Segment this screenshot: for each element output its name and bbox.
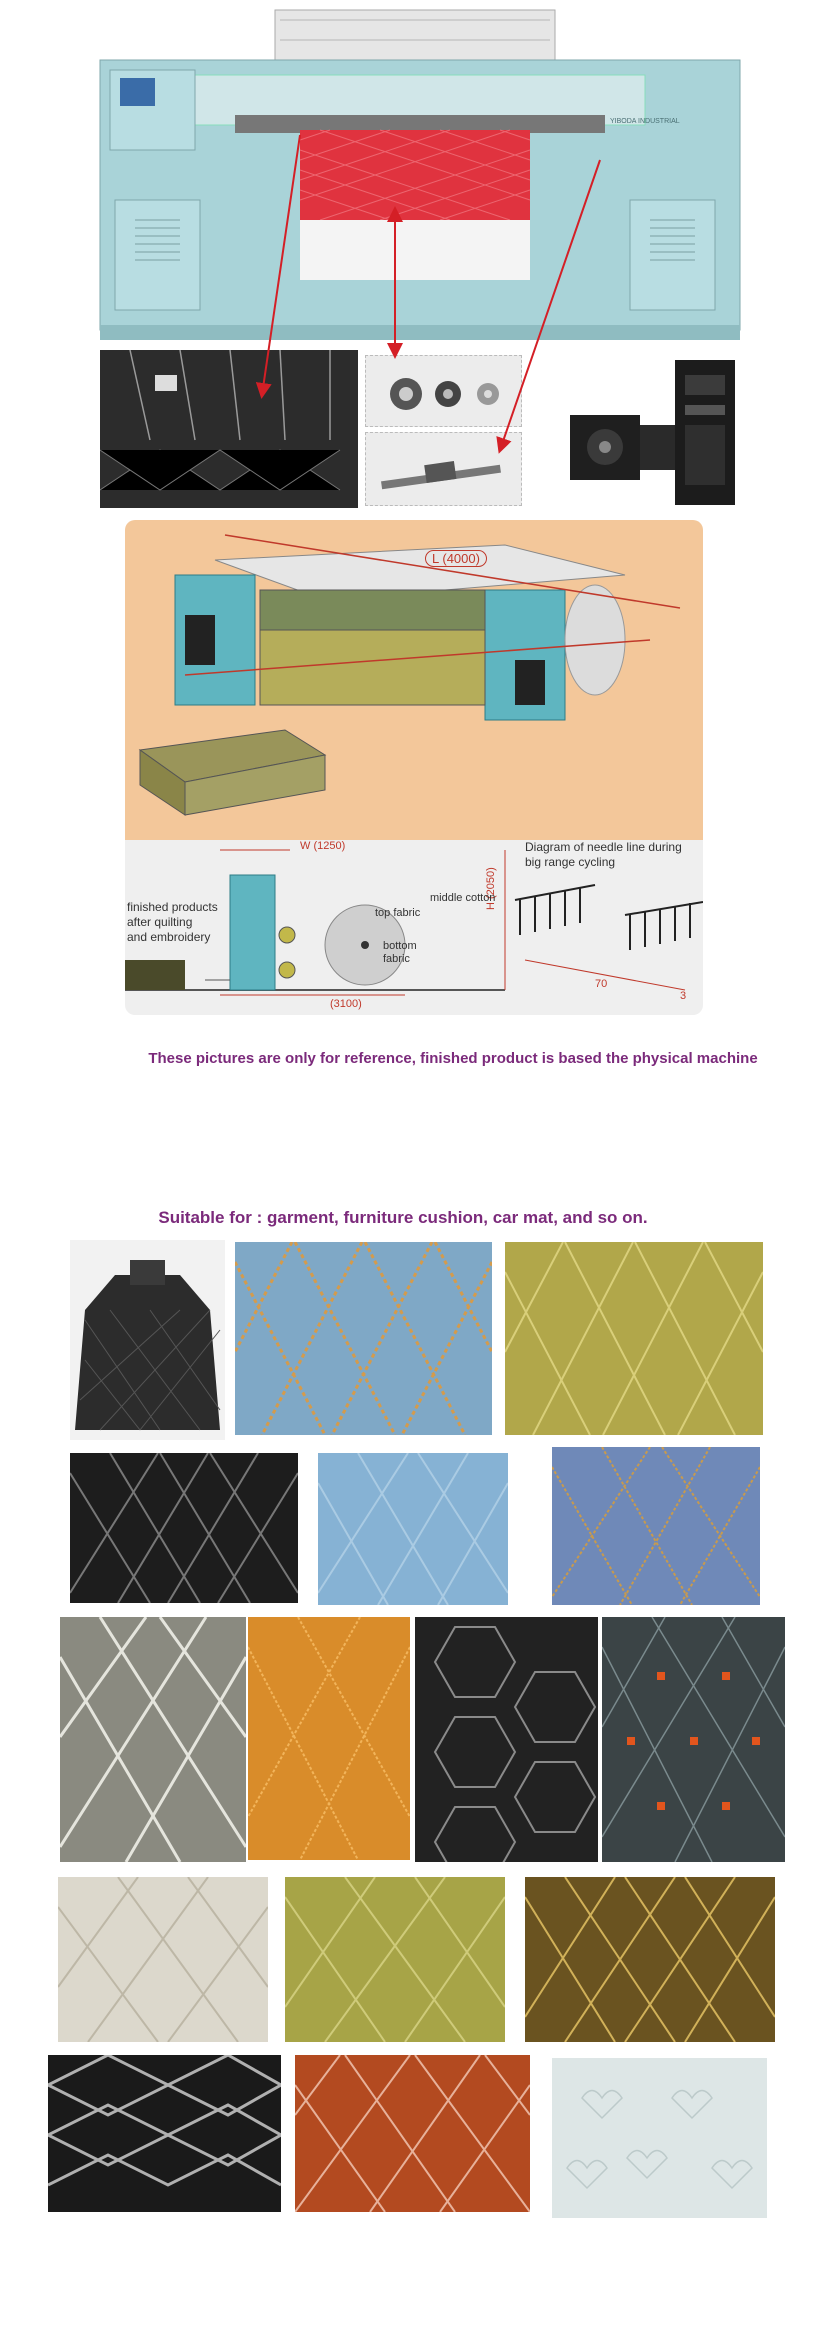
sample-olive-2 bbox=[285, 1877, 505, 2042]
bottom-fabric-label-1: bottom bbox=[383, 940, 417, 952]
sample-brown-leather bbox=[295, 2055, 530, 2212]
height-dimension: H (2050) bbox=[485, 867, 497, 910]
sample-blue-orange bbox=[235, 1242, 492, 1435]
suitable-for-caption: Suitable for : garment, furniture cushion, car mat, and so on. bbox=[158, 1208, 648, 1227]
finished-products-label-2: after quilting bbox=[127, 915, 193, 929]
bottom-fabric-label-2: fabric bbox=[383, 953, 410, 965]
length-dimension: L (4000) bbox=[425, 550, 487, 567]
sample-blue-gold bbox=[552, 1447, 760, 1605]
dim-3: 3 bbox=[680, 990, 687, 1002]
base-dimension: (3100) bbox=[330, 998, 362, 1010]
arrows-overlay bbox=[0, 0, 826, 520]
sample-orange bbox=[248, 1617, 410, 1860]
sample-gold-metallic bbox=[525, 1877, 775, 2042]
sample-black-quilt bbox=[70, 1453, 298, 1603]
sample-black-hexagon bbox=[415, 1617, 598, 1862]
top-fabric-label: top fabric bbox=[375, 907, 421, 919]
width-dimension: W (1250) bbox=[300, 840, 346, 852]
needle-diagram-title-2: big range cycling bbox=[525, 855, 616, 869]
reference-notice: These pictures are only for reference, finished product is based the physical machine bbox=[148, 1050, 758, 1067]
finished-products-label-3: and embroidery bbox=[127, 930, 211, 944]
middle-cotton-label: middle cotton bbox=[430, 892, 496, 904]
machine-3d-diagram bbox=[125, 520, 703, 840]
sample-white-hearts bbox=[552, 2058, 767, 2218]
side-diagram bbox=[125, 840, 703, 1015]
dim-70: 70 bbox=[595, 978, 608, 990]
sample-black-gloss bbox=[48, 2055, 281, 2212]
machine-brand-label: YIBODA INDUSTRIAL bbox=[610, 118, 680, 125]
needle-diagram-title-1: Diagram of needle line during bbox=[525, 840, 682, 854]
sample-cream bbox=[58, 1877, 268, 2042]
sample-olive bbox=[505, 1242, 763, 1435]
sample-light-blue bbox=[318, 1453, 508, 1605]
sample-jacket bbox=[70, 1240, 225, 1440]
sample-grey-leather bbox=[60, 1617, 246, 1862]
sample-dark-red-grid bbox=[602, 1617, 785, 1862]
finished-products-label-1: finished products bbox=[127, 900, 218, 914]
